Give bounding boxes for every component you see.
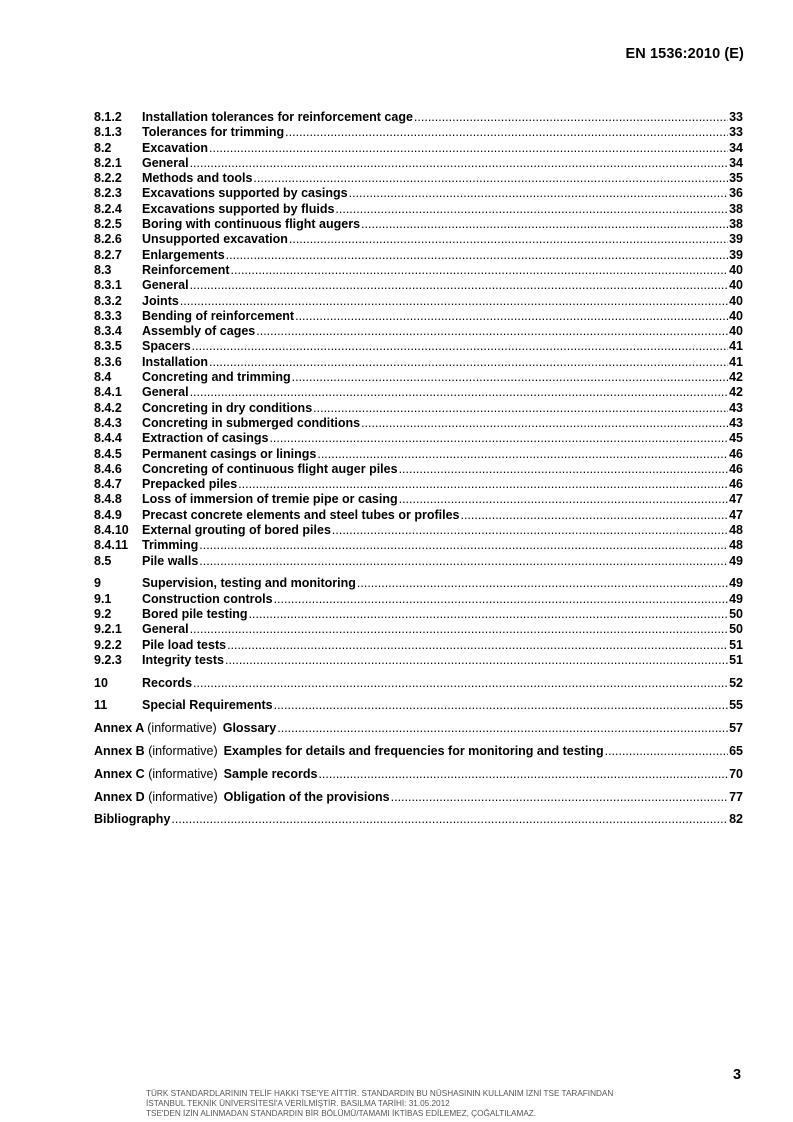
- dot-leader: [171, 812, 728, 827]
- toc-entry-page: 46: [729, 477, 743, 492]
- toc-entry-title: External grouting of bored piles: [142, 523, 331, 538]
- toc-annex-entry[interactable]: [94, 767, 743, 782]
- annex-page: 70: [729, 766, 743, 781]
- toc-entry[interactable]: [94, 141, 743, 156]
- dot-leader: [225, 653, 728, 668]
- toc-entry-number: 8.4.2: [94, 400, 122, 415]
- toc-entry-page: 47: [729, 492, 743, 507]
- toc-entry-page: 40: [729, 262, 743, 277]
- dot-leader: [190, 278, 728, 293]
- toc-entry-title: General: [142, 155, 189, 170]
- toc-entry[interactable]: [94, 385, 743, 400]
- toc-annex-entry[interactable]: [94, 790, 743, 805]
- toc-entry-page: 49: [729, 553, 743, 568]
- toc-entry-title: Loss of immersion of tremie pipe or casing: [142, 492, 398, 507]
- toc-entry[interactable]: [94, 401, 743, 416]
- annex-type: (informative): [148, 766, 218, 781]
- annex-type: (informative): [147, 721, 217, 736]
- toc-entry-page: 42: [729, 385, 743, 400]
- toc-entry[interactable]: [94, 186, 743, 201]
- toc-entry-number: 8.4.11: [94, 538, 129, 553]
- toc-entry-number: 8.2.7: [94, 247, 122, 262]
- annex-title: Sample records: [223, 766, 318, 781]
- toc-entry-title: Extraction of casings: [142, 431, 269, 446]
- toc-entry-page: 52: [729, 675, 743, 690]
- toc-entry-number: 8.5: [94, 553, 112, 568]
- toc-entry-title: Prepacked piles: [142, 477, 238, 492]
- toc-entry[interactable]: [94, 248, 743, 263]
- toc-entry[interactable]: [94, 309, 743, 324]
- toc-entry-page: 49: [729, 576, 743, 591]
- dot-leader: [332, 523, 728, 538]
- toc-entry-page: 48: [729, 523, 743, 538]
- toc-entry-number: 8.4.1: [94, 385, 122, 400]
- toc-entry-title: Installation: [142, 354, 208, 369]
- toc-entry-number: 8.2.4: [94, 201, 122, 216]
- annex-title: Glossary: [222, 721, 277, 736]
- dot-leader: [317, 447, 728, 462]
- footer-line: İSTANBUL TEKNİK ÜNİVERSİTESİ'A VERİLMİŞTİR. BASILMA TARİHİ: 31.05.2012: [146, 1099, 450, 1108]
- dot-leader: [209, 355, 728, 370]
- toc-entry[interactable]: [94, 447, 743, 462]
- annex-page: 65: [729, 744, 743, 759]
- toc-entry[interactable]: [94, 156, 743, 171]
- toc-entry-title: Methods and tools: [142, 171, 253, 186]
- dot-leader: [361, 217, 728, 232]
- toc-entry[interactable]: [94, 538, 743, 553]
- annex-label: Annex B: [94, 744, 145, 759]
- toc-entry-number: 8.4.9: [94, 507, 122, 522]
- bibliography-title: Bibliography: [94, 812, 171, 827]
- toc-entry[interactable]: [94, 676, 743, 691]
- toc-entry[interactable]: [94, 339, 743, 354]
- toc-entry-page: 40: [729, 278, 743, 293]
- toc-entry-number: 10: [94, 675, 108, 690]
- toc-entry-number: 8.4.4: [94, 431, 122, 446]
- dot-leader: [313, 401, 728, 416]
- toc-entry[interactable]: [94, 477, 743, 492]
- dot-leader: [249, 607, 728, 622]
- toc-entry[interactable]: [94, 554, 743, 569]
- toc-entry-title: Concreting in dry conditions: [142, 400, 313, 415]
- toc-entry-title: Supervision, testing and monitoring: [142, 576, 356, 591]
- toc-entry-number: 9.2.1: [94, 622, 122, 637]
- dot-leader: [256, 324, 728, 339]
- toc-entry[interactable]: [94, 431, 743, 446]
- toc-entry-page: 36: [729, 186, 743, 201]
- dot-leader: [318, 767, 728, 782]
- toc-entry[interactable]: [94, 638, 743, 653]
- toc-entry-title: Assembly of cages: [142, 324, 256, 339]
- toc-entry-page: 40: [729, 324, 743, 339]
- toc-entry-title: Excavations supported by casings: [142, 186, 348, 201]
- toc-entry-title: Bending of reinforcement: [142, 308, 295, 323]
- annex-prefix: [94, 721, 223, 736]
- dot-leader: [190, 385, 728, 400]
- toc-entry-number: 8.3.1: [94, 278, 122, 293]
- annex-title: Obligation of the provisions: [223, 789, 390, 804]
- dot-leader: [335, 202, 728, 217]
- toc-entry[interactable]: [94, 607, 743, 622]
- toc-entry-title: Boring with continuous flight augers: [142, 217, 361, 232]
- dot-leader: [361, 416, 728, 431]
- toc-entry[interactable]: [94, 492, 743, 507]
- toc-entry-title: Reinforcement: [142, 262, 230, 277]
- dot-leader: [414, 110, 728, 125]
- toc-entry-title: Precast concrete elements and steel tubes or profiles: [142, 507, 460, 522]
- toc-entry-page: 45: [729, 431, 743, 446]
- toc-entry-title: Trimming: [142, 538, 199, 553]
- footer-line: TSE'DEN İZİN ALINMADAN STANDARDIN BİR BÖLÜMÜ/TAMAMI İKTİBAS EDİLEMEZ, ÇOĞALTILAMAZ.: [146, 1109, 537, 1118]
- toc-entry-number: 8.4: [94, 370, 112, 385]
- toc-entry-page: 51: [729, 652, 743, 667]
- toc-entry[interactable]: [94, 110, 743, 125]
- toc-entry[interactable]: [94, 171, 743, 186]
- annex-label: Annex C: [94, 766, 145, 781]
- dot-leader: [180, 294, 728, 309]
- toc-entry-page: 46: [729, 461, 743, 476]
- dot-leader: [193, 676, 728, 691]
- toc-bibliography-entry[interactable]: [94, 812, 743, 827]
- toc-entry-number: 9.2.3: [94, 652, 122, 667]
- bibliography-page: 82: [729, 812, 743, 827]
- toc-entry[interactable]: [94, 508, 743, 523]
- table-of-contents: [94, 110, 743, 828]
- toc-entry-page: 40: [729, 293, 743, 308]
- toc-entry[interactable]: [94, 462, 743, 477]
- toc-entry-title: Concreting of continuous flight auger piles: [142, 461, 398, 476]
- toc-entry-number: 8.4.3: [94, 415, 122, 430]
- toc-entry-title: Installation tolerances for reinforcement cage: [142, 110, 413, 124]
- toc-entry-page: 40: [729, 308, 743, 323]
- toc-entry[interactable]: [94, 370, 743, 385]
- toc-entry-page: 38: [729, 217, 743, 232]
- dot-leader: [238, 477, 728, 492]
- toc-entry-page: 34: [729, 155, 743, 170]
- toc-entry[interactable]: [94, 202, 743, 217]
- toc-entry-number: 8.1.2: [94, 110, 122, 124]
- toc-entry[interactable]: [94, 217, 743, 232]
- document-id: EN 1536:2010 (E): [625, 46, 744, 62]
- dot-leader: [399, 462, 728, 477]
- annex-title: Examples for details and frequencies for monitoring and testing: [223, 744, 604, 759]
- toc-entry-number: 8.3.2: [94, 293, 122, 308]
- toc-entry-number: 11: [94, 698, 108, 713]
- toc-entry-page: 49: [729, 591, 743, 606]
- toc-entry[interactable]: [94, 653, 743, 668]
- dot-leader: [460, 508, 728, 523]
- toc-entry-title: General: [142, 622, 189, 637]
- toc-entry-page: 33: [729, 125, 743, 140]
- toc-entry-title: Records: [142, 675, 193, 690]
- toc-entry[interactable]: [94, 278, 743, 293]
- dot-leader: [285, 125, 728, 140]
- toc-entry-page: 42: [729, 370, 743, 385]
- toc-entry-page: 39: [729, 232, 743, 247]
- dot-leader: [227, 638, 728, 653]
- toc-entry-number: 9.2.2: [94, 637, 122, 652]
- dot-leader: [277, 721, 728, 736]
- toc-entry-title: General: [142, 278, 189, 293]
- dot-leader: [391, 790, 728, 805]
- toc-entry-number: 8.1.3: [94, 125, 122, 140]
- toc-entry-title: Unsupported excavation: [142, 232, 288, 247]
- toc-entry-title: Joints: [142, 293, 179, 308]
- dot-leader: [199, 538, 728, 553]
- toc-entry[interactable]: [94, 355, 743, 370]
- dot-leader: [209, 141, 728, 156]
- toc-entry-number: 8.4.6: [94, 461, 122, 476]
- annex-page: 57: [729, 721, 743, 736]
- toc-entry-number: 8.3.3: [94, 308, 122, 323]
- toc-entry-page: 50: [729, 622, 743, 637]
- annex-label: Annex A: [94, 721, 144, 736]
- annex-page: 77: [729, 789, 743, 804]
- toc-entry-number: 8.4.8: [94, 492, 122, 507]
- toc-entry-number: 8.4.7: [94, 477, 122, 492]
- toc-entry-number: 8.3.6: [94, 354, 122, 369]
- toc-entry-number: 8.4.5: [94, 446, 122, 461]
- toc-entry[interactable]: [94, 622, 743, 637]
- toc-entry-page: 33: [729, 110, 743, 124]
- annex-label: Annex D: [94, 789, 145, 804]
- dot-leader: [190, 622, 728, 637]
- toc-annex-entry[interactable]: [94, 744, 743, 759]
- toc-entry-number: 8.2.2: [94, 171, 122, 186]
- toc-entry-title: Concreting and trimming: [142, 370, 291, 385]
- toc-entry[interactable]: [94, 263, 743, 278]
- toc-entry-number: 8.2.5: [94, 217, 122, 232]
- toc-entry-title: Bored pile testing: [142, 607, 248, 621]
- dot-leader: [605, 744, 728, 759]
- dot-leader: [274, 592, 728, 607]
- footer-line: TÜRK STANDARDLARININ TELİF HAKKI TSE'YE AİTTİR. STANDARDIN BU NÜSHASININ KULLANIM İZNİ TSE TARAFINDAN: [146, 1089, 614, 1098]
- toc-entry-title: General: [142, 385, 189, 400]
- toc-entry-title: Pile walls: [142, 553, 199, 568]
- toc-entry[interactable]: [94, 324, 743, 339]
- toc-entry-page: 34: [729, 140, 743, 155]
- toc-entry-page: 55: [729, 698, 743, 713]
- toc-entry[interactable]: [94, 416, 743, 431]
- toc-entry[interactable]: [94, 232, 743, 247]
- toc-entry[interactable]: [94, 125, 743, 140]
- dot-leader: [226, 248, 728, 263]
- toc-entry-page: 35: [729, 171, 743, 186]
- toc-entry[interactable]: [94, 576, 743, 591]
- page-number: 3: [733, 1067, 742, 1083]
- toc-entry-number: 9.2: [94, 607, 112, 621]
- toc-entry-number: 8.2.1: [94, 155, 122, 170]
- toc-entry-number: 8.2: [94, 140, 112, 155]
- toc-entry-title: Permanent casings or linings: [142, 446, 317, 461]
- toc-entry-page: 38: [729, 201, 743, 216]
- dot-leader: [231, 263, 728, 278]
- dot-leader: [289, 232, 728, 247]
- dot-leader: [357, 576, 728, 591]
- toc-entry-number: 8.3.5: [94, 339, 122, 354]
- toc-entry-title: Spacers: [142, 339, 191, 354]
- toc-entry-page: 39: [729, 247, 743, 262]
- toc-entry[interactable]: [94, 592, 743, 607]
- toc-entry-page: 50: [729, 607, 743, 621]
- annex-type: (informative): [148, 744, 218, 759]
- toc-entry-title: Pile load tests: [142, 637, 227, 652]
- dot-leader: [274, 698, 728, 713]
- toc-entry-number: 9.1: [94, 591, 112, 606]
- toc-entry-page: 41: [729, 354, 743, 369]
- annex-prefix: [94, 767, 224, 782]
- dot-leader: [399, 492, 728, 507]
- dot-leader: [349, 186, 728, 201]
- toc-entry-title: Special Requirements: [142, 698, 273, 713]
- toc-entry-page: 41: [729, 339, 743, 354]
- toc-entry-page: 47: [729, 507, 743, 522]
- dot-leader: [295, 309, 728, 324]
- annex-prefix: [94, 790, 224, 805]
- toc-entry-title: Concreting in submerged conditions: [142, 415, 361, 430]
- toc-entry[interactable]: [94, 698, 743, 713]
- toc-entry-page: 43: [729, 400, 743, 415]
- annex-type: (informative): [148, 789, 218, 804]
- dot-leader: [199, 554, 728, 569]
- toc-entry-title: Enlargements: [142, 247, 225, 262]
- toc-entry-number: 8.4.10: [94, 523, 129, 538]
- toc-entry-page: 46: [729, 446, 743, 461]
- toc-entry-title: Construction controls: [142, 591, 273, 606]
- toc-entry-number: 8.3: [94, 262, 112, 277]
- dot-leader: [190, 156, 728, 171]
- toc-entry-number: 8.2.6: [94, 232, 122, 247]
- toc-entry-page: 48: [729, 538, 743, 553]
- toc-entry-page: 43: [729, 415, 743, 430]
- toc-entry-number: 9: [94, 576, 101, 591]
- toc-entry[interactable]: [94, 294, 743, 309]
- toc-entry-title: Excavations supported by fluids: [142, 201, 335, 216]
- dot-leader: [269, 431, 728, 446]
- toc-entry-page: 51: [729, 637, 743, 652]
- dot-leader: [192, 339, 728, 354]
- copyright-footer: [146, 1089, 706, 1119]
- dot-leader: [253, 171, 728, 186]
- toc-entry-number: 8.3.4: [94, 324, 122, 339]
- toc-entry[interactable]: [94, 523, 743, 538]
- toc-entry-title: Integrity tests: [142, 652, 224, 667]
- toc-entry-title: Tolerances for trimming: [142, 125, 285, 140]
- toc-annex-entry[interactable]: [94, 721, 743, 736]
- annex-prefix: [94, 744, 224, 759]
- toc-entry-title: Excavation: [142, 140, 209, 155]
- dot-leader: [292, 370, 728, 385]
- toc-entry-number: 8.2.3: [94, 186, 122, 201]
